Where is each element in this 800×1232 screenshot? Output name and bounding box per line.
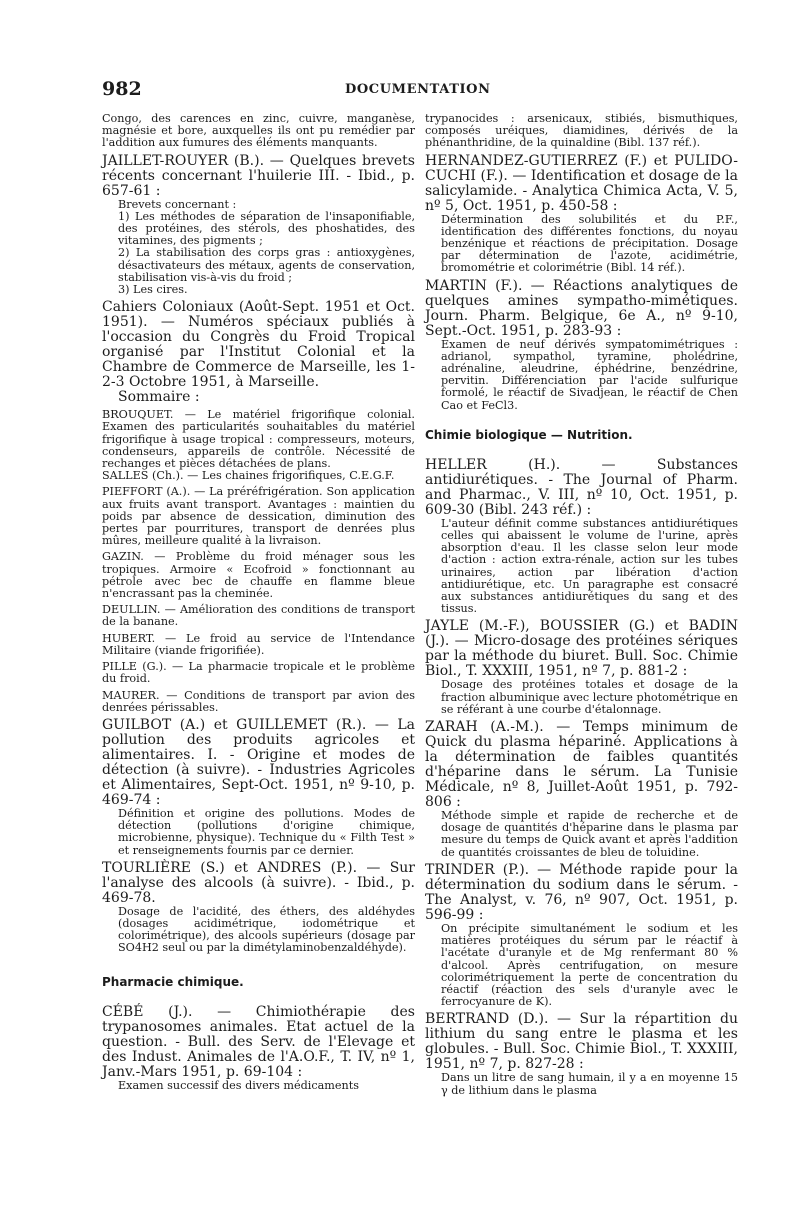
body-text: Définition et origine des pollutions. Modes de détection (pollutions d'origine chimique, microbienne, physique). Technique du « Filth Test » et renseignements fournis par ce dernier. [118, 806, 415, 857]
entry-title: HERNANDEZ-GUTIERREZ (F.) et PULIDO-CUCHI (F.). — Identification et dosage de la salicylamide. - Analytica Chimica Acta, V. 5, nº 5, Oct. 1951, p. 450-58 : [425, 152, 738, 214]
entry-title: TRINDER (P.). — Méthode rapide pour la détermination du sodium dans le sérum. - The Analyst, v. 76, nº 907, Oct. 1951, p. 596-99 : [425, 861, 738, 923]
section-heading: Chimie biologique — Nutrition. [425, 427, 633, 442]
body-text: 3) Les cires. [118, 283, 188, 297]
entry-title: BERTRAND (D.). — Sur la répartition du lithium du sang entre le plasma et les globules. - Bull. Soc. Chimie Biol., T. XXXIII, 1951, nº 7, p. 827-28 : [425, 1011, 738, 1073]
section-heading: Pharmacie chimique. [102, 974, 244, 989]
body-text: Brevets concernant : [118, 197, 237, 211]
entry-title: MARTIN (F.). — Réactions analytiques de quelques amines sympatho-mimétiques. Journ. Pharm. Belgique, 6e A., nº 9-10, Sept.-Oct. 1951, p. 283-93 : [425, 277, 738, 339]
body-text: Congo, des carences en zinc, cuivre, manganèse, magnésie et bore, auxquelles ils ont pu remédier par l'addition aux fumures des éléments manquants. [102, 112, 415, 150]
entry-title: GUILBOT (A.) et GUILLEMET (R.). — La pollution des produits agricoles et alimentaires. I. - Origine et modes de détection (à suivre). - Industries Agricoles et Alimentaires, Sept-Oct. 1951, nº 9-10, p. 469-74 : [102, 716, 415, 808]
body-text: Détermination des solubilités et du P.F., identification des différentes fonctions, du noyau benzénique et réactions de précipitation. Dosage par détermination de l'azote, acidimétrie, bromométrie et colorimétrie (Bibl. 14 réf.). [441, 212, 738, 275]
entry-title: JAILLET-ROUYER (B.). — Quelques brevets récents concernant l'huilerie III. - Ibid., p. 657-61 : [102, 152, 415, 199]
entry-title: Cahiers Coloniaux (Août-Sept. 1951 et Oct. 1951). — Numéros spéciaux publiés à l'occasion du Congrès du Froid Tropical organisé par l'Institut Colonial et la Chambre de Commerce de Marseille, les 1-2-3 Octobre 1951, à Marseille. [102, 299, 415, 391]
entry-title: HELLER (H.). — Substances antidiurétiques. - The Journal of Pharm. and Pharmac., V. III, nº 10, Oct. 1951, p. 609-30 (Bibl. 243 réf.) : [425, 456, 738, 518]
list-item: PILLE (G.). — La pharmacie tropicale et le problème du froid. [102, 660, 415, 686]
body-text: Dosage de l'acidité, des éthers, des aldéhydes (dosages acidimétrique, iodométrique et colorimétrique), des alcools supérieurs (dosage par SO4H2 seul ou par la dimétylaminobenzaldéhyde). [118, 904, 415, 955]
list-item: DEULLIN. — Amélioration des conditions de transport de la banane. [102, 603, 415, 629]
entry-title: TOURLIÈRE (S.) et ANDRES (P.). — Sur l'analyse des alcools (à suivre). - Ibid., p. 469-78. [102, 859, 415, 906]
body-text: Dosage des protéines totales et dosage de la fraction albuminique avec lecture photométrique en se référant à une courbe d'étalonnage. [441, 678, 738, 716]
list-item: SALLES (Ch.). — Les chaines frigorifiques, C.E.G.F. [102, 469, 395, 483]
list-item: HUBERT. — Le froid au service de l'Intendance Militaire (viande frigorifiée). [102, 631, 415, 657]
list-item: PIEFFORT (A.). — La préréfrigération. Son application aux fruits avant transport. Avantages : maintien du poids par absence de dessication, diminution des pertes par pourritures, transport de denrées plus mûres, meilleure qualité à la livraison. [102, 485, 415, 548]
summary-label: Sommaire : [118, 389, 200, 406]
running-title: DOCUMENTATION [345, 82, 491, 97]
body-text: 1) Les méthodes de séparation de l'insaponifiable, des protéines, des stérols, des phoshatides, des vitamines, des pigments ; [118, 209, 415, 248]
body-text: Dans un litre de sang humain, il y a en moyenne 15 γ de lithium dans le plasma [441, 1071, 738, 1097]
body-text: 2) La stabilisation des corps gras : antioxygènes, désactivateurs des métaux, agents de conservation, stabilisation vis-à-vis du froid ; [118, 246, 415, 284]
list-item: MAURER. — Conditions de transport par avion des denrées périssables. [102, 688, 415, 714]
body-text: L'auteur définit comme substances antidiurétiques celles qui abaissent le volume de l'urine, après absorption d'eau. Il les classe selon leur mode d'action : action extra-rénale, action sur les tubes urinaires, action par libération d'action antidiurétique, etc. Un paragraphe est consacré aux substances antidiurétiques du sang et des tissus. [441, 516, 738, 616]
body-text: Examen successif des divers médicaments [118, 1078, 359, 1092]
list-item: GAZIN. — Problème du froid ménager sous les tropiques. Armoire « Ecofroid » fonctionnant au pétrole avec bec de chauffe en flamme bleue n'encrassant pas la cheminée. [102, 550, 415, 601]
body-text: Examen de neuf dérivés sympatomimétriques : adrianol, sympathol, tyramine, pholédrine, adrénaline, aleudrine, éphédrine, benzédrine, pervitin. Différenciation par l'acide sulfurique formolé, le réactif de Sivadjean, le réactif de Chen Cao et FeCl3. [441, 337, 738, 412]
body-text: trypanocides : arsenicaux, stibiés, bismuthiques, composés uréiques, diamidines, dérivés de la phénanthridine, de la quinaldine (Bibl. 137 réf.). [425, 112, 738, 150]
entry-title: CÉBÉ (J.). — Chimiothérapie des trypanosomes animales. Etat actuel de la question. - Bull. des Serv. de l'Elevage et des Indust. Animales de l'A.O.F., T. IV, nº 1, Janv.-Mars 1951, p. 69-104 : [102, 1003, 415, 1080]
list-item: BROUQUET. — Le matériel frigorifique colonial. Examen des particularités souhaitables du matériel frigorifique à usage tropical : compresseurs, moteurs, condenseurs, appareils de contrôle. Nécessité de rechanges et pièces détachées de plans. [102, 408, 415, 471]
entry-title: ZARAH (A.-M.). — Temps minimum de Quick du plasma hépariné. Applications à la détermination de faibles quantités d'héparine dans le sérum. La Tunisie Médicale, nº 8, Juillet-Août 1951, p. 792-806 : [425, 719, 738, 811]
entry-title: JAYLE (M.-F.), BOUSSIER (G.) et BADIN (J.). — Micro-dosage des protéines sériques par la méthode du biuret. Bull. Soc. Chimie Biol., T. XXXIII, 1951, nº 7, p. 881-2 : [425, 618, 738, 680]
right-column [425, 113, 738, 1097]
body-text: Méthode simple et rapide de recherche et de dosage de quantités d'héparine dans le plasma par mesure du temps de Quick avant et après l'addition de quantités croissantes de bleu de toluidine. [441, 809, 738, 859]
page-header [0, 78, 800, 104]
body-text: On précipite simultanément le sodium et les matières protéiques du sérum par le réactif à l'acétate d'uranyle et de Mg renfermant 80 % d'alcool. Après centrifugation, on mesure colorimétriquement la perte de concentration du réactif (réaction des sels d'uranyle avec le ferrocyanure de K). [441, 921, 738, 1009]
left-column [102, 113, 415, 1092]
page-number: 982 [102, 78, 142, 100]
